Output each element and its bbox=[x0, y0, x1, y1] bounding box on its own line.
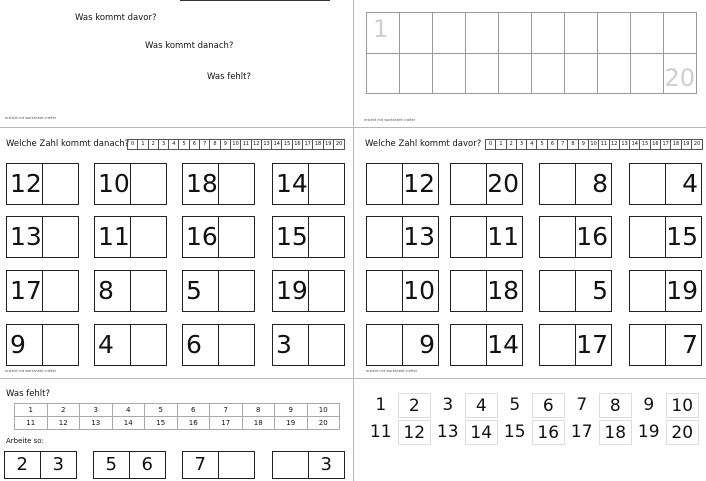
credit-text: erstellt mit worksheet crafter bbox=[5, 116, 57, 120]
card-answer-box bbox=[309, 217, 345, 257]
number-cell: 7 bbox=[576, 395, 588, 415]
number-card bbox=[450, 163, 523, 205]
example-card bbox=[272, 451, 345, 479]
card-number: 18 bbox=[183, 164, 219, 204]
card-answer-box bbox=[540, 164, 576, 204]
card-number: 7 bbox=[682, 330, 698, 359]
number-cell: 14 bbox=[465, 420, 499, 445]
number-card bbox=[272, 270, 345, 312]
example-card-cell: 2 bbox=[5, 452, 41, 478]
card-number: 4 bbox=[682, 169, 698, 198]
card-answer-box bbox=[540, 217, 576, 257]
number-line-cell: 16 bbox=[293, 140, 303, 149]
number-cell: 5 bbox=[509, 395, 521, 415]
prompt-after: Was kommt danach? bbox=[145, 41, 234, 51]
number-card bbox=[366, 270, 439, 312]
card-answer-box bbox=[43, 164, 79, 204]
card-answer-box bbox=[540, 271, 576, 311]
example-card-cell: 6 bbox=[141, 454, 153, 475]
number-line-cell: 18 bbox=[313, 140, 323, 149]
number-card bbox=[450, 270, 523, 312]
number-line-cell: 20 bbox=[693, 141, 701, 147]
missing-number-table bbox=[14, 403, 340, 430]
table-cell: 16 bbox=[177, 417, 210, 430]
number-line-cell: 19 bbox=[682, 140, 692, 149]
number-cell: 13 bbox=[436, 422, 459, 442]
card-answer-box bbox=[309, 325, 345, 365]
card-number: 13 bbox=[403, 222, 435, 251]
example-card-cell: 7 bbox=[183, 452, 219, 478]
card-number: 14 bbox=[273, 164, 309, 204]
number-line-cell: 8 bbox=[210, 140, 220, 149]
number-line-cell: 4 bbox=[527, 140, 537, 149]
card-number: 17 bbox=[7, 271, 43, 311]
number-card bbox=[629, 216, 702, 258]
number-card bbox=[629, 270, 702, 312]
number-card bbox=[366, 324, 439, 366]
number-card bbox=[94, 216, 167, 258]
number-line-cell: 6 bbox=[548, 140, 558, 149]
table-cell: 14 bbox=[112, 417, 145, 430]
number-line-cell: 14 bbox=[630, 140, 640, 149]
card-answer-box bbox=[367, 271, 403, 311]
section-heading-missing: Was fehlt? bbox=[6, 389, 51, 399]
card-answer-box bbox=[451, 271, 487, 311]
number-cell: 4 bbox=[465, 393, 499, 418]
card-number: 5 bbox=[183, 271, 219, 311]
card-answer-box bbox=[630, 271, 666, 311]
card-number: 16 bbox=[576, 222, 608, 251]
card-number: 15 bbox=[273, 217, 309, 257]
top-line bbox=[180, 0, 330, 1]
number-line-cell: 9 bbox=[221, 140, 231, 149]
card-answer-box bbox=[451, 217, 487, 257]
card-number: 9 bbox=[7, 325, 43, 365]
number-line-cell: 12 bbox=[252, 140, 262, 149]
card-number: 15 bbox=[666, 222, 698, 251]
card-answer-box bbox=[131, 325, 167, 365]
card-number: 9 bbox=[419, 330, 435, 359]
card-number: 3 bbox=[273, 325, 309, 365]
card-answer-box bbox=[219, 271, 255, 311]
number-cell: 3 bbox=[442, 395, 454, 415]
number-card bbox=[450, 216, 523, 258]
example-card bbox=[182, 451, 255, 479]
number-cell: 17 bbox=[570, 422, 593, 442]
card-number: 12 bbox=[403, 169, 435, 198]
card-answer-box bbox=[540, 325, 576, 365]
table-cell: 9 bbox=[275, 404, 308, 417]
example-card-cell bbox=[219, 452, 255, 478]
number-card bbox=[6, 324, 79, 366]
card-answer-box bbox=[43, 325, 79, 365]
number-card bbox=[6, 216, 79, 258]
card-answer-box bbox=[131, 217, 167, 257]
number-card bbox=[629, 324, 702, 366]
number-cell: 2 bbox=[398, 393, 432, 418]
card-answer-box bbox=[219, 164, 255, 204]
section-heading-after: Welche Zahl kommt danach? bbox=[6, 139, 130, 149]
number-card bbox=[182, 324, 255, 366]
number-line-cell: 15 bbox=[282, 140, 292, 149]
vertical-divider bbox=[353, 0, 354, 481]
card-answer-box bbox=[309, 271, 345, 311]
table-cell: 19 bbox=[275, 417, 308, 430]
number-line-cell: 17 bbox=[303, 140, 313, 149]
card-number: 6 bbox=[183, 325, 219, 365]
number-line-cell: 10 bbox=[589, 140, 599, 149]
number-line-cell: 3 bbox=[159, 140, 169, 149]
number-card bbox=[94, 163, 167, 205]
number-line-cell: 18 bbox=[671, 140, 681, 149]
table-cell: 20 bbox=[307, 417, 340, 430]
table-row bbox=[15, 417, 340, 430]
number-cell: 19 bbox=[637, 422, 660, 442]
table-cell: 10 bbox=[307, 404, 340, 417]
number-line-cell: 11 bbox=[241, 140, 251, 149]
card-number: 8 bbox=[592, 169, 608, 198]
credit-text: erstellt mit worksheet crafter bbox=[366, 369, 418, 373]
card-number: 18 bbox=[487, 276, 519, 305]
number-line-cell: 5 bbox=[179, 140, 189, 149]
card-answer-box bbox=[630, 164, 666, 204]
number-card bbox=[6, 270, 79, 312]
number-cell: 10 bbox=[666, 393, 700, 418]
number-line-cell: 17 bbox=[661, 140, 671, 149]
card-answer-box bbox=[309, 164, 345, 204]
card-number: 11 bbox=[95, 217, 131, 257]
number-cell: 9 bbox=[643, 395, 655, 415]
card-answer-box bbox=[367, 164, 403, 204]
number-card bbox=[629, 163, 702, 205]
card-answer-box bbox=[131, 271, 167, 311]
number-card bbox=[272, 163, 345, 205]
example-card-cell: 5 bbox=[94, 452, 130, 478]
table-cell: 5 bbox=[145, 404, 178, 417]
card-answer-box bbox=[451, 325, 487, 365]
number-row-1-10 bbox=[364, 393, 699, 418]
card-answer-box bbox=[43, 217, 79, 257]
number-line-cell: 13 bbox=[262, 140, 272, 149]
subheading-work: Arbeite so: bbox=[6, 437, 44, 445]
table-cell: 7 bbox=[210, 404, 243, 417]
table-cell: 18 bbox=[242, 417, 275, 430]
number-line-cell: 5 bbox=[537, 140, 547, 149]
table-row bbox=[15, 404, 340, 417]
section-heading-before: Welche Zahl kommt davor? bbox=[365, 139, 482, 149]
number-card bbox=[539, 216, 612, 258]
number-card bbox=[182, 163, 255, 205]
card-number: 16 bbox=[183, 217, 219, 257]
card-answer-box bbox=[131, 164, 167, 204]
number-line-cell: 9 bbox=[579, 140, 589, 149]
number-line-cell: 11 bbox=[599, 140, 609, 149]
number-card bbox=[6, 163, 79, 205]
number-card bbox=[539, 324, 612, 366]
card-number: 14 bbox=[487, 330, 519, 359]
card-answer-box bbox=[630, 325, 666, 365]
card-number: 8 bbox=[95, 271, 131, 311]
card-answer-box bbox=[43, 271, 79, 311]
number-card bbox=[272, 216, 345, 258]
number-cell: 20 bbox=[666, 420, 700, 445]
card-answer-box bbox=[367, 217, 403, 257]
card-number: 17 bbox=[576, 330, 608, 359]
number-cell: 16 bbox=[532, 420, 566, 445]
grid-last-value: 20 bbox=[664, 64, 695, 92]
card-number: 10 bbox=[95, 164, 131, 204]
number-line-cell: 1 bbox=[496, 140, 506, 149]
number-line-cell: 12 bbox=[610, 140, 620, 149]
table-cell: 11 bbox=[15, 417, 48, 430]
number-line-cell: 14 bbox=[272, 140, 282, 149]
table-cell: 8 bbox=[242, 404, 275, 417]
table-cell: 3 bbox=[80, 404, 113, 417]
number-card bbox=[94, 270, 167, 312]
table-cell: 6 bbox=[177, 404, 210, 417]
number-card bbox=[272, 324, 345, 366]
table-cell: 13 bbox=[80, 417, 113, 430]
number-cell: 8 bbox=[599, 393, 633, 418]
horizontal-divider-bottom bbox=[0, 378, 706, 379]
number-cell: 11 bbox=[369, 422, 392, 442]
number-line-cell: 10 bbox=[231, 140, 241, 149]
number-line-cell: 0 bbox=[486, 140, 496, 149]
number-card bbox=[539, 163, 612, 205]
table-cell: 15 bbox=[145, 417, 178, 430]
card-answer-box bbox=[630, 217, 666, 257]
card-number: 11 bbox=[487, 222, 519, 251]
card-number: 5 bbox=[592, 276, 608, 305]
number-cell: 6 bbox=[532, 393, 566, 418]
number-line bbox=[127, 139, 345, 150]
number-line-cell: 2 bbox=[149, 140, 159, 149]
number-cell: 12 bbox=[398, 420, 432, 445]
number-card bbox=[366, 163, 439, 205]
credit-text: erstellt mit worksheet crafter bbox=[364, 118, 416, 122]
number-line-cell: 15 bbox=[640, 140, 650, 149]
card-answer-box bbox=[451, 164, 487, 204]
card-number: 4 bbox=[95, 325, 131, 365]
example-card-cell bbox=[273, 452, 309, 478]
table-cell: 17 bbox=[210, 417, 243, 430]
number-line-cell: 2 bbox=[507, 140, 517, 149]
number-card bbox=[366, 216, 439, 258]
number-card bbox=[539, 270, 612, 312]
card-number: 20 bbox=[487, 169, 519, 198]
number-line-cell: 4 bbox=[169, 140, 179, 149]
horizontal-divider-top bbox=[0, 127, 706, 128]
card-number: 12 bbox=[7, 164, 43, 204]
number-line-cell: 20 bbox=[335, 141, 343, 147]
card-answer-box bbox=[367, 325, 403, 365]
number-card bbox=[450, 324, 523, 366]
number-line-cell: 3 bbox=[517, 140, 527, 149]
number-line-cell: 19 bbox=[324, 140, 334, 149]
credit-text: erstellt mit worksheet crafter bbox=[5, 369, 57, 373]
card-number: 19 bbox=[666, 276, 698, 305]
prompt-missing: Was fehlt? bbox=[207, 72, 252, 82]
number-line-cell: 16 bbox=[651, 140, 661, 149]
card-answer-box bbox=[219, 325, 255, 365]
card-number: 19 bbox=[273, 271, 309, 311]
number-card bbox=[182, 270, 255, 312]
number-card bbox=[182, 216, 255, 258]
example-card-cell: 3 bbox=[320, 454, 332, 475]
card-number: 13 bbox=[7, 217, 43, 257]
number-line-cell: 7 bbox=[200, 140, 210, 149]
number-card bbox=[94, 324, 167, 366]
example-card bbox=[93, 451, 166, 479]
table-cell: 2 bbox=[47, 404, 80, 417]
number-line-cell: 8 bbox=[568, 140, 578, 149]
number-cell: 18 bbox=[599, 420, 633, 445]
table-cell: 1 bbox=[15, 404, 48, 417]
grid-first-value: 1 bbox=[373, 15, 389, 43]
number-grid bbox=[366, 12, 697, 94]
table-cell: 4 bbox=[112, 404, 145, 417]
number-line-cell: 0 bbox=[128, 140, 138, 149]
card-answer-box bbox=[219, 217, 255, 257]
number-line-cell: 1 bbox=[138, 140, 148, 149]
table-cell: 12 bbox=[47, 417, 80, 430]
number-row-11-20 bbox=[364, 420, 699, 445]
example-card-cell: 3 bbox=[52, 454, 64, 475]
number-cell: 1 bbox=[375, 395, 387, 415]
number-line-cell: 6 bbox=[190, 140, 200, 149]
prompt-before: Was kommt davor? bbox=[75, 13, 157, 23]
card-number: 10 bbox=[403, 276, 435, 305]
number-line-cell: 7 bbox=[558, 140, 568, 149]
number-cell: 15 bbox=[503, 422, 526, 442]
number-line-cell: 13 bbox=[620, 140, 630, 149]
example-card bbox=[4, 451, 77, 479]
number-line bbox=[485, 139, 703, 150]
